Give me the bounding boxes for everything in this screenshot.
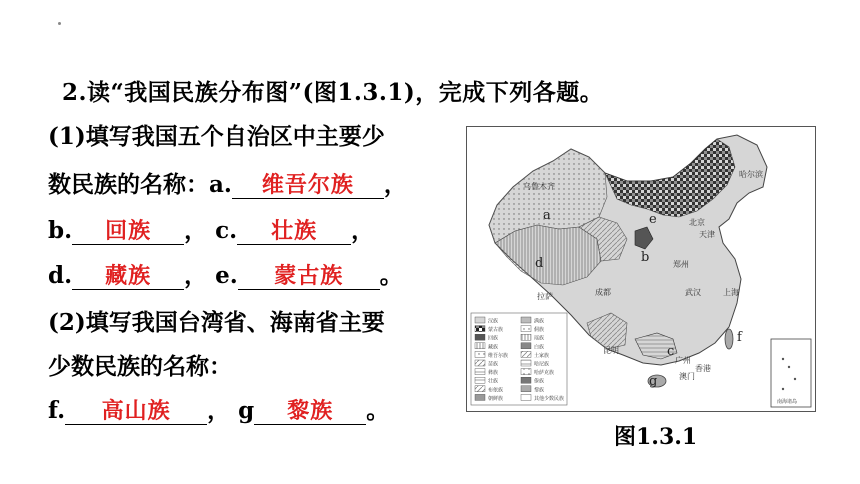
legend-label: 彝族 [488,370,499,377]
legend-label: 维吾尔族 [488,352,509,359]
answer-g: 黎族 [287,399,334,424]
answer-line-de: d. 藏族 ， e. 蒙古族 。 [48,257,403,290]
svg-text:香港: 香港 [695,364,711,373]
legend-swatch [475,360,485,366]
legend-label: 侗族 [534,327,545,334]
legend-swatch [521,394,531,400]
answer-e: 蒙古族 [274,264,344,289]
legend-label: 哈尼族 [534,361,550,368]
south-china-sea-inset [771,339,811,407]
svg-text:武汉: 武汉 [685,288,701,297]
legend-label: 藏族 [488,344,499,351]
svg-text:g: g [649,374,658,389]
legend-swatch [475,369,485,375]
blank-g[interactable] [254,398,366,425]
svg-text:澳门: 澳门 [679,372,695,381]
blank-a[interactable] [232,172,384,199]
svg-text:a: a [543,208,551,223]
legend-swatch [475,386,485,392]
legend-label: 回族 [488,335,499,342]
svg-text:北京: 北京 [689,218,705,227]
legend-label: 壮族 [488,378,499,385]
legend-swatch [475,377,485,383]
legend-label: 苗族 [488,361,499,368]
blank-d[interactable] [72,263,184,290]
map-caption: 图1.3.1 [614,424,698,450]
legend-swatch [521,369,531,375]
svg-text:d: d [535,256,544,271]
answer-f: 高山族 [101,399,171,424]
svg-text:郑州: 郑州 [673,260,689,269]
answer-a: 维吾尔族 [261,173,354,198]
decorative-dot [58,22,61,25]
blank-f[interactable] [65,398,207,425]
legend-label: 蒙古族 [488,327,504,334]
part2-line2: 少数民族的名称： [48,353,232,380]
legend-swatch [521,351,531,357]
svg-text:成都: 成都 [595,288,611,297]
part2-line1: (2)填写我国台湾省、海南省主要 [48,309,385,336]
answer-line-bc: b. 回族 ， c. 壮族 ， [48,212,374,245]
legend-label: 傣族 [534,378,545,385]
svg-text:f: f [737,330,742,345]
legend-swatch [475,317,485,323]
legend-label: 布依族 [488,387,504,394]
blank-b[interactable] [72,218,184,245]
ethnic-distribution-map [466,126,816,412]
svg-text:哈尔滨: 哈尔滨 [739,170,763,179]
legend-swatch [521,360,531,366]
legend-swatch [521,317,531,323]
legend-label: 土家族 [534,352,550,359]
answer-line-fg: f. 高山族 ， g 黎族 。 [48,392,389,425]
legend-label: 满族 [534,318,545,325]
legend-label: 黎族 [534,387,545,394]
legend-label: 朝鲜族 [488,395,504,402]
legend-swatch [475,351,485,357]
svg-text:c: c [667,344,675,359]
region-f [725,329,733,349]
blank-e[interactable] [238,263,380,290]
svg-text:拉萨: 拉萨 [537,292,553,301]
legend-swatch [475,334,485,340]
answer-line-a: 数民族的名称：a. 维吾尔族 ， [48,166,407,199]
answer-d: 藏族 [105,264,152,289]
legend-swatch [521,343,531,349]
answer-b: 回族 [105,219,152,244]
svg-text:b: b [641,250,650,265]
legend-swatch [521,334,531,340]
legend-label: 白族 [534,344,545,351]
svg-text:乌鲁木齐: 乌鲁木齐 [523,182,555,191]
legend-swatch [521,386,531,392]
svg-text:昆明: 昆明 [603,346,619,355]
svg-text:上海: 上海 [723,288,739,297]
answer-c: 壮族 [271,219,318,244]
svg-text:e: e [649,212,657,227]
legend-label: 其他少数民族 [534,395,565,402]
svg-text:南海诸岛: 南海诸岛 [777,399,798,405]
legend-swatch [475,394,485,400]
question-title: 2.读“我国民族分布图”(图1.3.1)，完成下列各题。 [62,79,604,106]
legend-label: 瑶族 [534,335,545,342]
svg-text:广州: 广州 [675,356,691,365]
blank-c[interactable] [237,218,351,245]
legend-swatch [521,377,531,383]
legend-swatch [475,326,485,332]
map-legend [471,313,567,405]
region-d [495,225,601,285]
legend-swatch [475,343,485,349]
legend-label: 汉族 [488,318,499,325]
part1-line1: (1)填写我国五个自治区中主要少 [48,123,385,150]
map-figure [467,127,815,411]
svg-text:天津: 天津 [699,230,715,239]
legend-swatch [521,326,531,332]
legend-label: 哈萨克族 [534,370,555,377]
